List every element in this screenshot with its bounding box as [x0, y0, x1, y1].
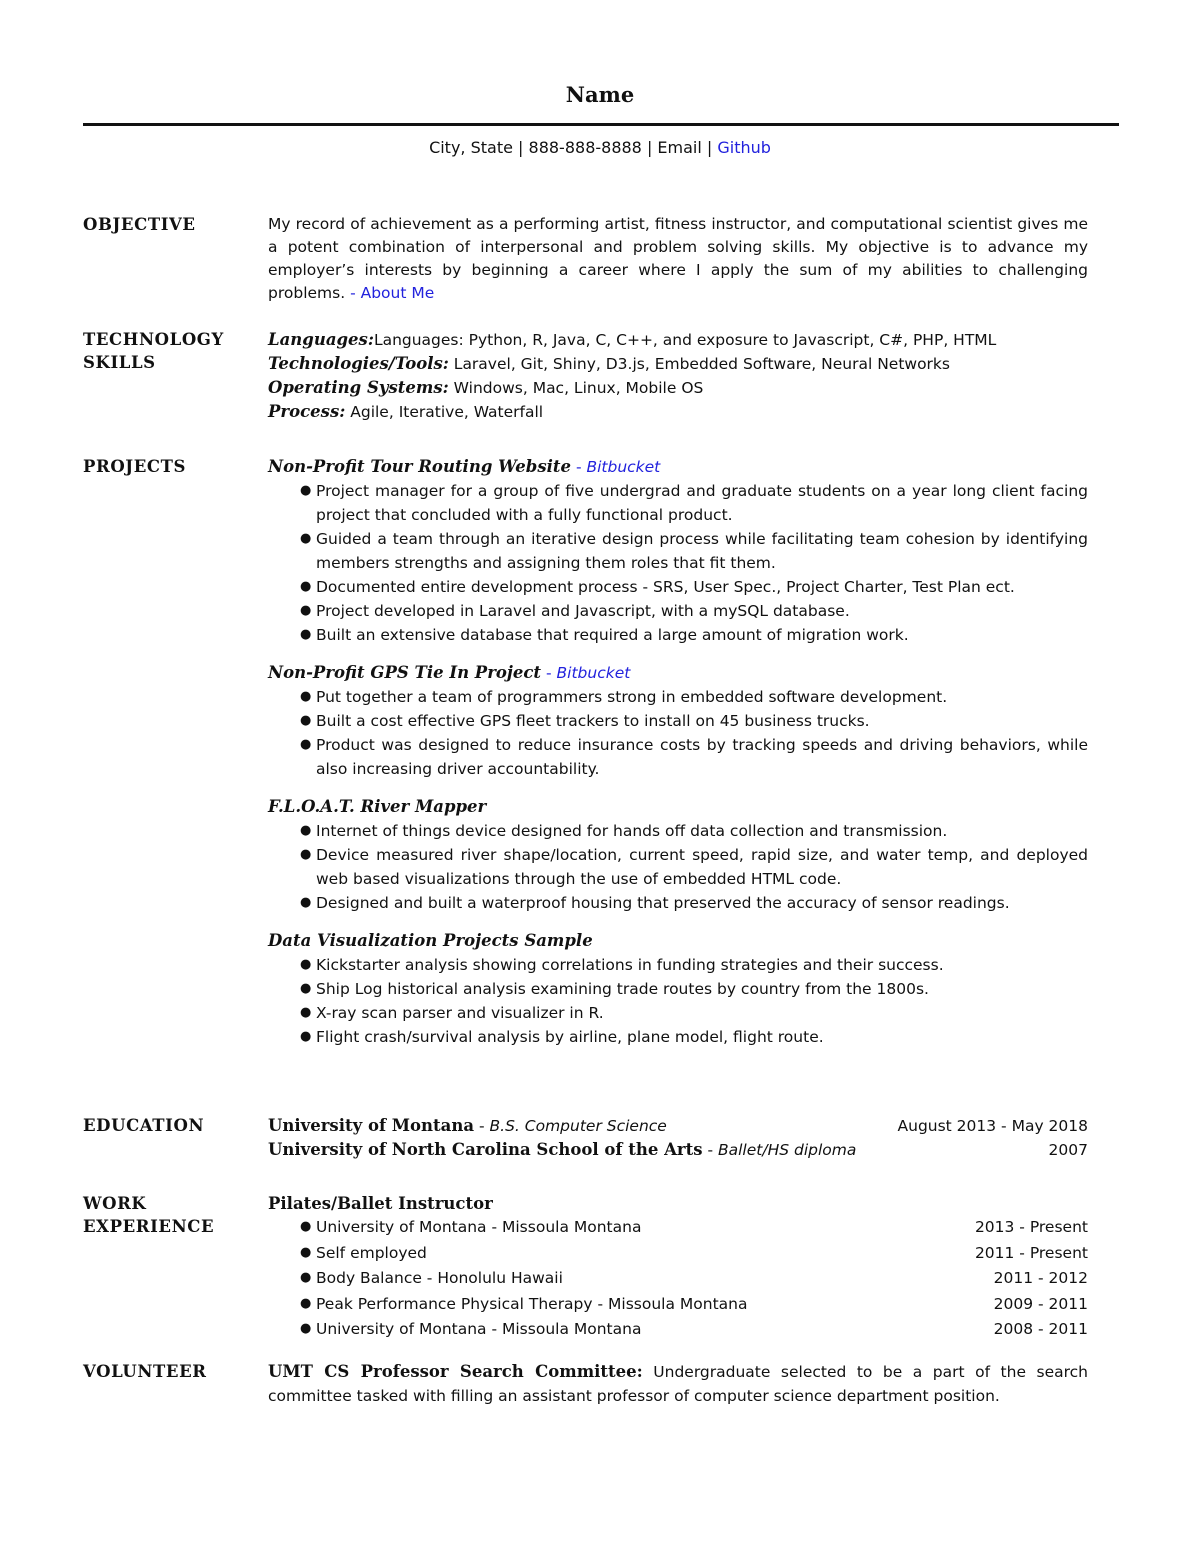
project-item	[268, 929, 1088, 1049]
list-item	[268, 1241, 1088, 1267]
project-title-row	[268, 455, 1088, 479]
bullet-icon: ●	[300, 1270, 312, 1285]
bullet-icon: ●	[300, 1295, 312, 1311]
skill-category: Languages:	[268, 330, 374, 349]
school-name: University of North Carolina School of the Arts	[268, 1140, 703, 1159]
education-list	[268, 1114, 1088, 1162]
bullet-icon: ●	[300, 483, 312, 498]
bullet-icon: ●	[300, 579, 312, 594]
work-label-line-2: EXPERIENCE	[83, 1217, 215, 1236]
education-separator: -	[474, 1117, 490, 1135]
project-title: F.L.O.A.T. River Mapper	[268, 797, 487, 816]
bullet-text: Documented entire development process - SRS, User Spec., Project Charter, Test Plan ect.	[316, 578, 1015, 596]
bullet-icon: ●	[300, 895, 312, 910]
project-title-row	[268, 929, 1088, 953]
skill-value: Agile, Iterative, Waterfall	[345, 403, 544, 421]
list-item	[268, 599, 1088, 623]
work-place: University of Montana - Missoula Montana	[316, 1320, 642, 1338]
list-item	[268, 1266, 1088, 1292]
skill-category: Operating Systems:	[268, 378, 449, 397]
work-place: Self employed	[316, 1243, 427, 1262]
bullet-icon: ●	[300, 603, 312, 618]
list-item	[268, 891, 1088, 915]
bullet-text: Guided a team through an iterative design process while facilitating team cohesion by identifying members strengths and assigning them roles that fit them.	[316, 530, 1088, 572]
contact-line	[0, 138, 1200, 157]
project-title: Data Visualization Projects Sample	[268, 931, 593, 950]
skill-row	[268, 400, 1088, 424]
list-item	[268, 527, 1088, 575]
project-bullets	[268, 819, 1088, 915]
github-link[interactable]: Github	[717, 138, 771, 157]
work-label-line-1: WORK	[83, 1194, 147, 1213]
degree: Ballet/HS diploma	[717, 1141, 857, 1159]
project-bullets	[268, 953, 1088, 1049]
list-item	[268, 1001, 1088, 1025]
bullet-icon: ●	[300, 1029, 312, 1044]
education-entry	[268, 1114, 667, 1138]
education-date: August 2013 - May 2018	[897, 1117, 1088, 1135]
list-item	[268, 575, 1088, 599]
project-bullets	[268, 479, 1088, 647]
project-title-row	[268, 661, 1088, 685]
work-items	[268, 1215, 1088, 1343]
projects-label: PROJECTS	[83, 457, 187, 476]
contact-phone: 888-888-8888	[528, 138, 642, 157]
skills-label	[83, 328, 263, 374]
list-item	[268, 977, 1088, 1001]
list-item	[268, 1025, 1088, 1049]
contact-email[interactable]: Email	[657, 138, 702, 157]
header-rule	[83, 123, 1119, 126]
work-date: 2011 - 2012	[993, 1269, 1088, 1287]
skill-row	[268, 376, 1088, 400]
skills-label-line-2: SKILLS	[83, 353, 156, 372]
bullet-text: Internet of things device designed for hands off data collection and transmission.	[316, 822, 948, 840]
list-item	[268, 843, 1088, 891]
skill-row	[268, 352, 1088, 376]
bullet-icon: ●	[300, 1219, 312, 1234]
skill-value: Languages: Python, R, Java, C, C++, and exposure to Javascript, C#, PHP, HTML	[373, 331, 997, 349]
contact-separator: |	[512, 138, 529, 157]
objective-text	[268, 213, 1088, 305]
objective-link-prefix: -	[345, 284, 361, 302]
list-item	[268, 733, 1088, 781]
skill-category: Technologies/Tools:	[268, 354, 449, 373]
volunteer-label: VOLUNTEER	[83, 1362, 207, 1381]
bullet-text: Project developed in Laravel and Javascript, with a mySQL database.	[316, 602, 850, 620]
bitbucket-link[interactable]: Bitbucket	[586, 458, 661, 476]
resume-name: Name	[565, 82, 635, 107]
work-title: Pilates/Ballet Instructor	[268, 1194, 493, 1213]
degree: B.S. Computer Science	[489, 1117, 667, 1135]
bullet-text: Kickstarter analysis showing correlations in funding strategies and their success.	[316, 956, 944, 974]
project-title: Non-Profit GPS Tie In Project	[268, 663, 542, 682]
objective-body: My record of achievement as a performing artist, fitness instructor, and computational scientist gives me a potent combination of interpersonal and problem solving skills. My objective is to advance my employer’s interests by beginning a career where I apply the sum of my abilities to challenging problems.	[268, 215, 1088, 302]
bullet-icon: ●	[300, 627, 312, 642]
project-link-prefix: -	[541, 664, 557, 682]
project-item	[268, 455, 1088, 647]
skill-category: Process:	[268, 402, 346, 421]
bullet-icon: ●	[300, 531, 312, 546]
bullet-icon: ●	[300, 1005, 312, 1020]
list-item	[268, 1317, 1088, 1343]
work-date: 2008 - 2011	[993, 1320, 1088, 1338]
project-item	[268, 795, 1088, 915]
skill-value: Laravel, Git, Shiny, D3.js, Embedded Software, Neural Networks	[448, 355, 950, 373]
skill-row	[268, 328, 1088, 352]
contact-separator: |	[701, 138, 718, 157]
list-item	[268, 479, 1088, 527]
list-item	[268, 685, 1088, 709]
work-date: 2009 - 2011	[993, 1294, 1088, 1313]
bullet-text: Device measured river shape/location, current speed, rapid size, and water temp, and deployed web based visualizations through the use of embedded HTML code.	[316, 846, 1088, 888]
list-item	[268, 709, 1088, 733]
project-title: Non-Profit Tour Routing Website	[268, 457, 572, 476]
skills-list	[268, 328, 1088, 424]
project-bullets	[268, 685, 1088, 781]
skills-label-line-1: TECHNOLOGY	[83, 330, 224, 349]
work-date: 2011 - Present	[974, 1243, 1088, 1262]
bullet-icon: ●	[300, 1321, 312, 1336]
bitbucket-link[interactable]: Bitbucket	[556, 664, 631, 682]
education-row	[268, 1114, 1088, 1138]
list-item	[268, 623, 1088, 647]
projects-list	[268, 455, 1088, 1063]
bullet-icon: ●	[300, 981, 312, 996]
bullet-text: Put together a team of programmers strong in embedded software development.	[316, 688, 948, 706]
bullet-text: Built an extensive database that required a large amount of migration work.	[316, 626, 909, 644]
about-me-link[interactable]: About Me	[360, 284, 435, 302]
bullet-icon: ●	[300, 957, 312, 972]
list-item	[268, 953, 1088, 977]
bullet-icon: ●	[300, 847, 312, 862]
work-place: Body Balance - Honolulu Hawaii	[316, 1269, 563, 1287]
contact-city: City, State	[429, 138, 513, 157]
bullet-icon: ●	[300, 713, 312, 728]
bullet-text: Product was designed to reduce insurance costs by tracking speeds and driving behaviors, while also increasing driver accountability.	[316, 736, 1088, 778]
project-link-prefix: -	[571, 458, 587, 476]
work-place: University of Montana - Missoula Montana	[316, 1218, 642, 1236]
bullet-text: Flight crash/survival analysis by airline, plane model, flight route.	[316, 1028, 824, 1046]
project-item	[268, 661, 1088, 781]
contact-separator: |	[641, 138, 658, 157]
bullet-icon: ●	[300, 823, 312, 838]
bullet-icon: ●	[300, 689, 312, 704]
list-item	[268, 819, 1088, 843]
work-label	[83, 1192, 263, 1238]
work-list	[268, 1192, 1088, 1343]
bullet-text: X-ray scan parser and visualizer in R.	[316, 1004, 604, 1022]
volunteer-body	[268, 1360, 1088, 1408]
objective-label: OBJECTIVE	[83, 215, 196, 234]
bullet-text: Ship Log historical analysis examining trade routes by country from the 1800s.	[316, 980, 929, 998]
bullet-text: Designed and built a waterproof housing that preserved the accuracy of sensor readings.	[316, 894, 1010, 912]
education-entry	[268, 1138, 856, 1162]
list-item	[268, 1215, 1088, 1241]
work-date: 2013 - Present	[974, 1218, 1088, 1236]
skill-value: Windows, Mac, Linux, Mobile OS	[448, 379, 704, 397]
volunteer-title: UMT CS Professor Search Committee:	[268, 1362, 643, 1381]
education-row	[268, 1138, 1088, 1162]
bullet-icon: ●	[300, 737, 312, 752]
project-title-row	[268, 795, 1088, 819]
bullet-icon: ●	[300, 1244, 312, 1260]
education-label: EDUCATION	[83, 1116, 205, 1135]
education-separator: -	[702, 1141, 718, 1159]
education-date: 2007	[1048, 1141, 1088, 1159]
school-name: University of Montana	[268, 1116, 475, 1135]
volunteer-text: Undergraduate selected to be a part of the search committee tasked with filling an assistant professor of computer science department position.	[268, 1363, 1088, 1405]
bullet-text: Project manager for a group of five undergrad and graduate students on a year long client facing project that concluded with a fully functional product.	[316, 482, 1088, 524]
list-item	[268, 1292, 1088, 1318]
bullet-text: Built a cost effective GPS fleet trackers to install on 45 business trucks.	[316, 712, 870, 730]
work-place: Peak Performance Physical Therapy - Missoula Montana	[316, 1294, 748, 1313]
